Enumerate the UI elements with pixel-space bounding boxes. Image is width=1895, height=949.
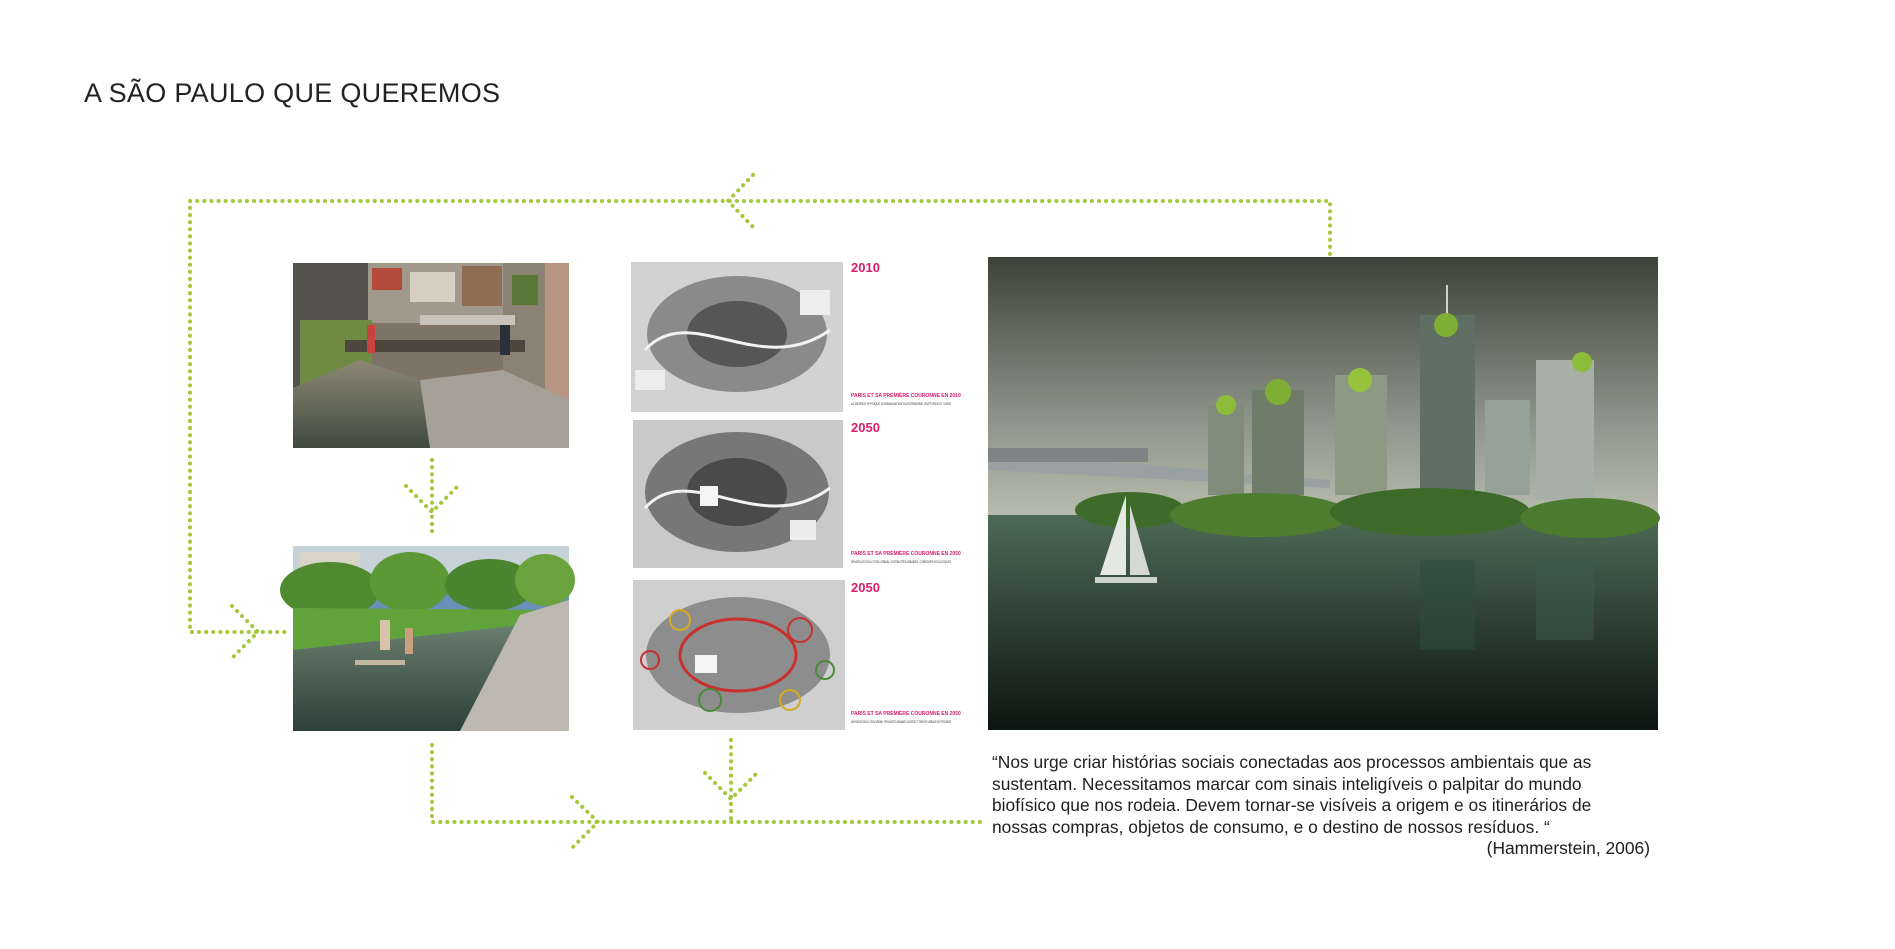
- quote-line-2: sustentam. Necessitamos marcar com sinais inteligíveis o palpitar do mundo: [992, 773, 1582, 794]
- quote-line-3: biofísico que nos rodeia. Devem tornar-se visíveis a origem e os itinerários de: [992, 795, 1592, 816]
- map-2050-a-year: 2050: [851, 420, 880, 435]
- map-2050-b-year: 2050: [851, 580, 880, 595]
- restored-river-photo: [280, 546, 575, 731]
- hammerstein-quote: [992, 752, 1652, 860]
- paris-map-2010: [631, 262, 843, 412]
- map-labels: [851, 260, 1038, 724]
- map-2010-caption: PARIS ET SA PREMIÈRE COURONNE EN 2010: [851, 393, 961, 399]
- future-city-render: [988, 257, 1660, 730]
- map-2050-b-caption: PARIS ET SA PREMIÈRE COURONNE EN 2050: [851, 711, 961, 717]
- quote-line-4: nossas compras, objetos de consumo, e o destino de nossos resíduos. “: [992, 816, 1550, 837]
- paris-map-2050-a: [633, 420, 843, 568]
- bottom-loop-line: [432, 745, 983, 822]
- quote-citation: (Hammerstein, 2006): [1486, 838, 1650, 859]
- map-2010-subcaption: LA MATRICE PHYSIQUE D'URBANISATION DU PATRIMOINE, RUPTURES ET VIDES: [851, 402, 952, 406]
- favela-stream-photo: [293, 263, 569, 448]
- map-2050-a-subcaption: DENSIFICATION DU TISSU URBAIN, CONTINUITÉS URBAINES, CORRIDORS ÉCOLOGIQUES: [851, 560, 1009, 564]
- paris-map-2050-b: [633, 580, 845, 730]
- page-title: A SÃO PAULO QUE QUEREMOS: [84, 78, 501, 108]
- map-2010-year: 2010: [851, 260, 880, 275]
- quote-line-1: “Nos urge criar histórias sociais conectadas aos processos ambientais que as: [992, 752, 1592, 772]
- map-2050-b-subcaption: DENSIFICATION DU TISSU URBAIN, PROXIMITÉS URBAINES, MIXITÉS ET TEMPLES URBAINS DE PROXIMITÉ: [851, 720, 1038, 724]
- map-2050-a-caption: PARIS ET SA PREMIÈRE COURONNE EN 2050: [851, 551, 961, 557]
